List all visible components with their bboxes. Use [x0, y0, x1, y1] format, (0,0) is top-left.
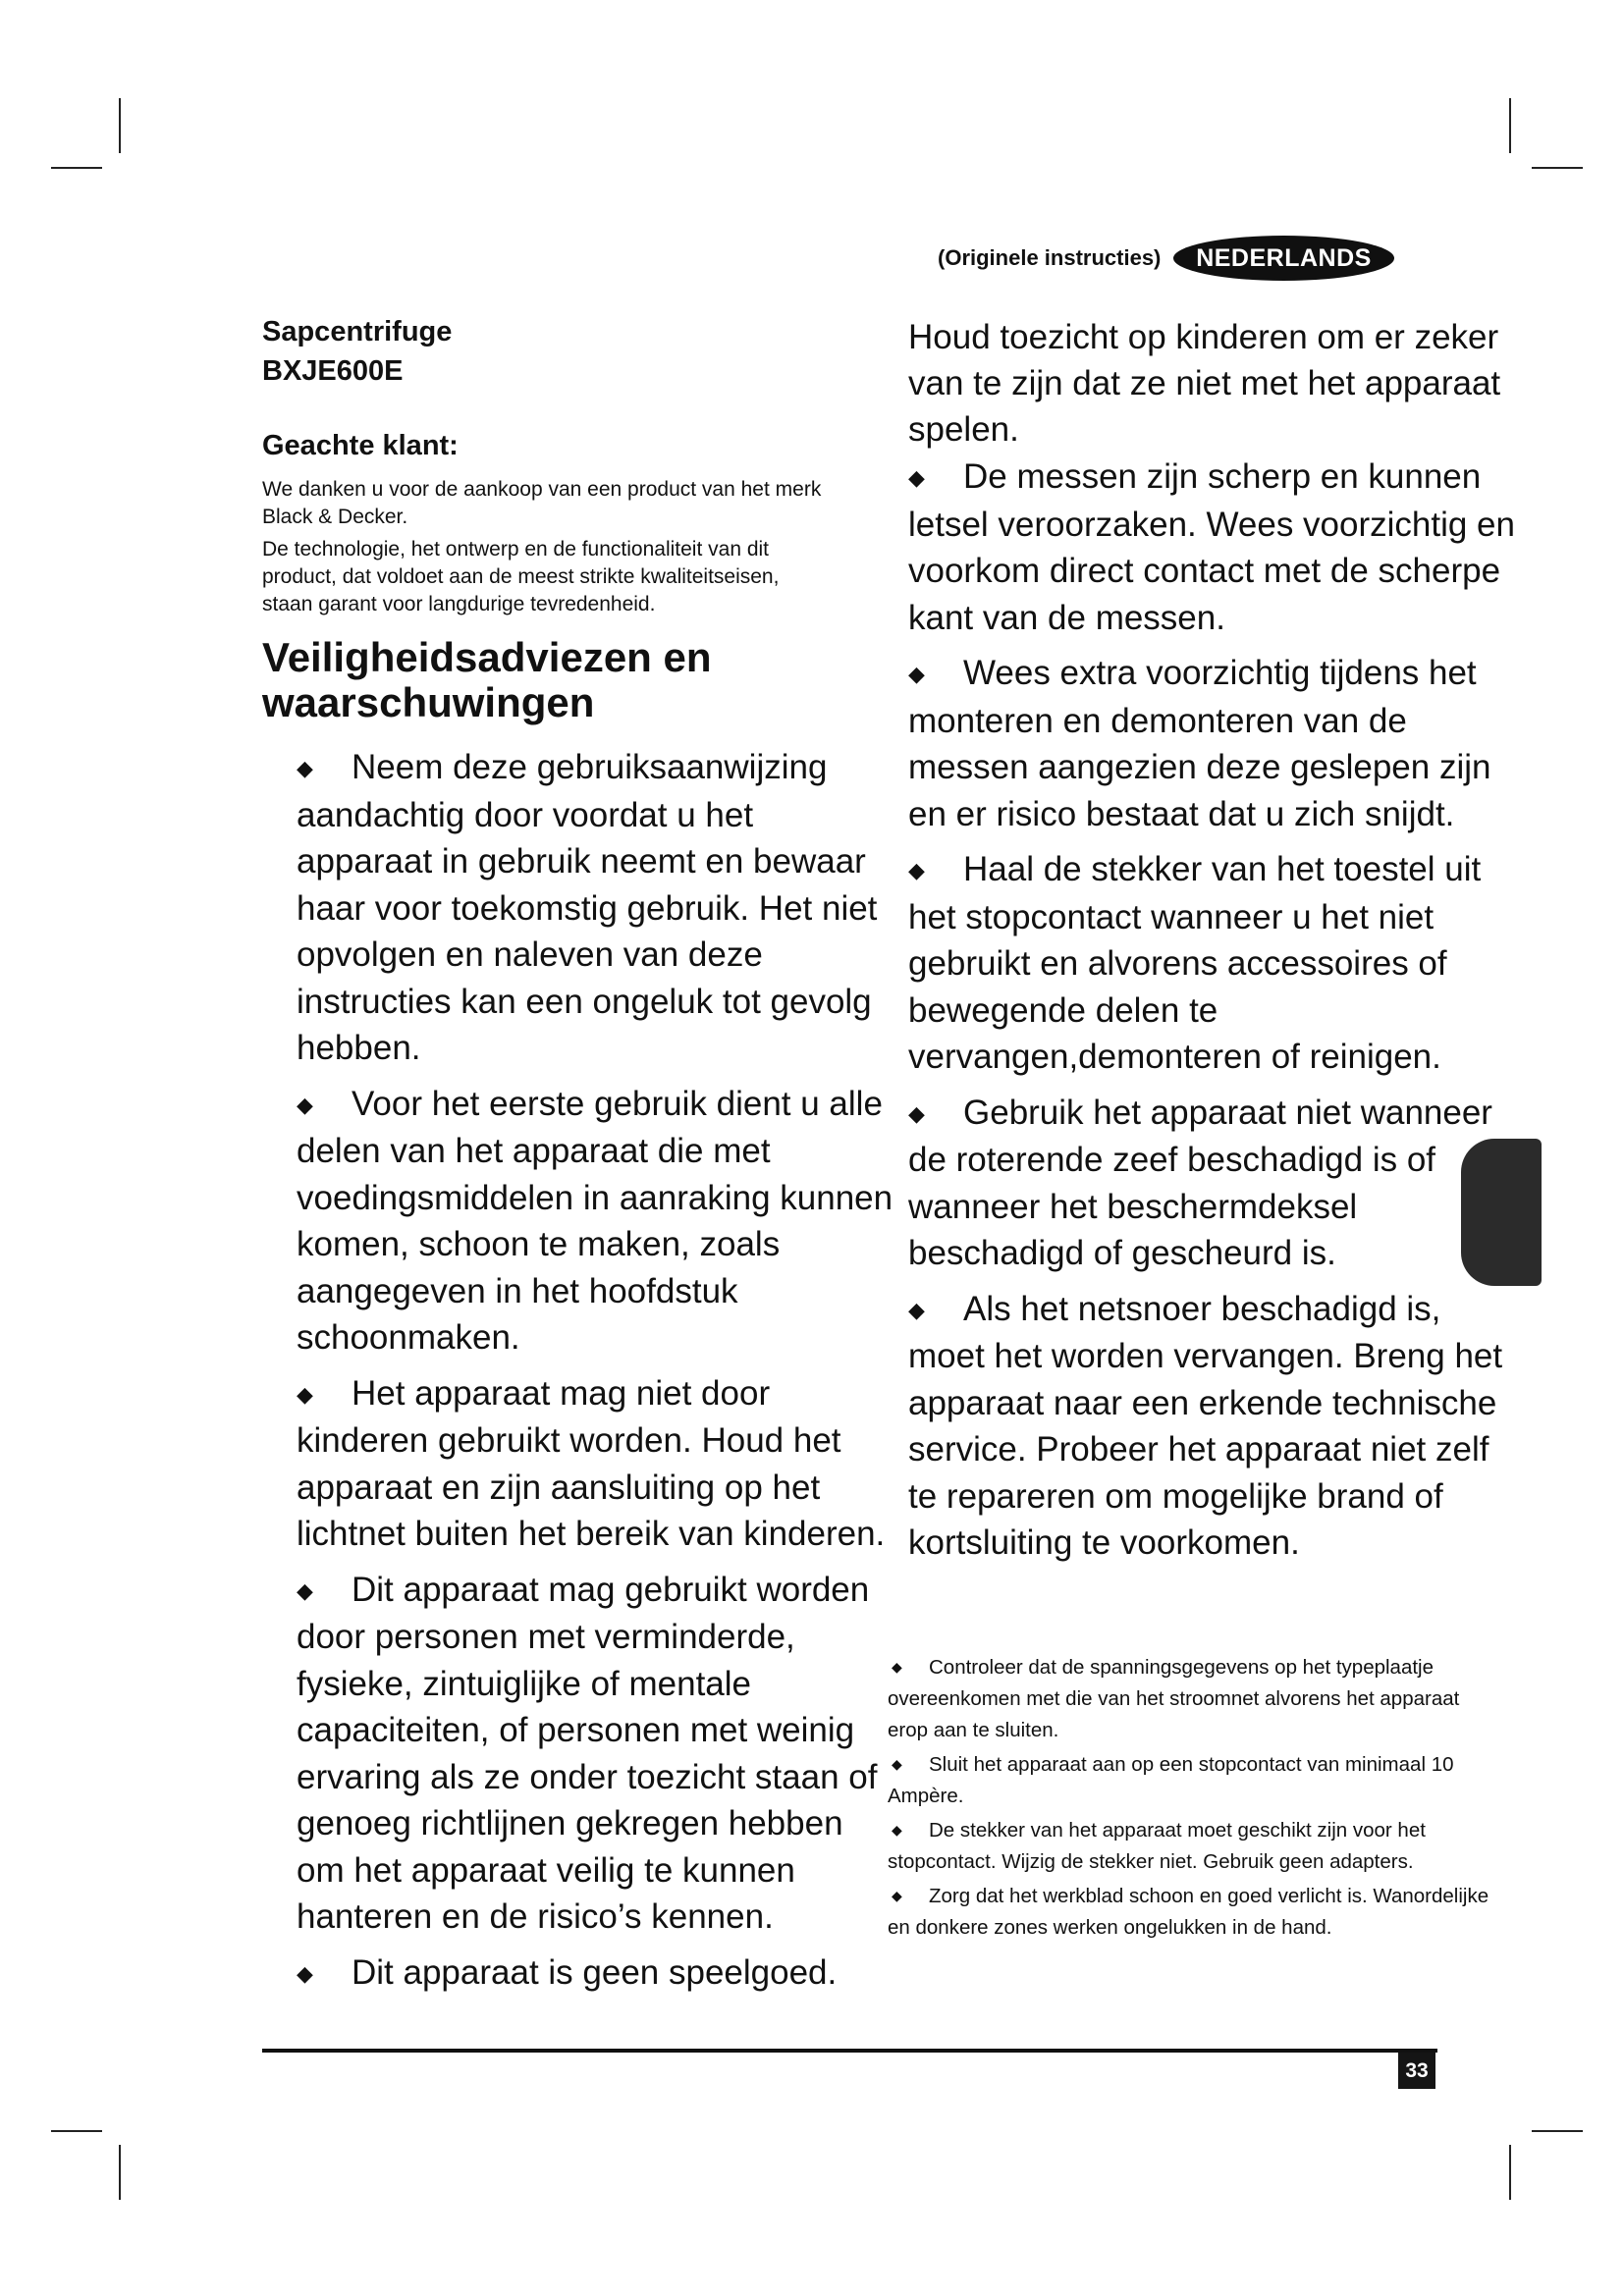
diamond-bullet-icon: ◆	[297, 1381, 313, 1407]
diamond-bullet-icon: ◆	[908, 1297, 925, 1322]
diamond-bullet-icon: ◆	[297, 756, 313, 780]
list-item	[297, 1370, 895, 1558]
list-item	[908, 1286, 1517, 1567]
list-item	[908, 454, 1517, 641]
diamond-bullet-icon: ◆	[892, 1756, 902, 1772]
list-item-text: De stekker van het apparaat moet geschikt zijn voor het stopcontact. Wijzig de stekker niet. Gebruik geen adapters.	[888, 1819, 1426, 1873]
list-item	[297, 744, 895, 1072]
intro-text	[262, 476, 832, 623]
diamond-bullet-icon: ◆	[297, 1960, 313, 1986]
diamond-bullet-icon: ◆	[297, 1577, 313, 1603]
section-tab-marker	[1461, 1139, 1542, 1286]
list-item-text: Dit apparaat mag gebruikt worden door personen met verminderde, fysieke, zintuiglijke of mentale capaciteiten, of personen met weinig ervaring als ze onder toezicht staan of genoeg richtlijnen gekregen hebben om het apparaat veilig te kunnen hanteren en de risico’s kennen.	[297, 1570, 878, 1936]
list-item-text: Voor het eerste gebruik dient u alle delen van het apparaat die met voedingsmiddelen in aanraking kunnen komen, schoon te maken, zoals aangegeven in het hoofdstuk schoonmaken.	[297, 1084, 893, 1357]
diamond-bullet-icon: ◆	[892, 1659, 902, 1675]
list-item-text: De messen zijn scherp en kunnen letsel veroorzaken. Wees voorzichtig en voorkom direct contact met de scherpe kant van de messen.	[908, 457, 1515, 637]
continuation-text: Houd toezicht op kinderen om er zeker van te zijn dat ze niet met het apparaat spelen.	[908, 318, 1501, 449]
list-item-text: Haal de stekker van het toestel uit het stopcontact wanneer u het niet gebruikt en alvorens accessoires of bewegende delen te vervangen,demonteren of reinigen.	[908, 850, 1482, 1076]
crop-mark	[119, 2145, 121, 2200]
diamond-bullet-icon: ◆	[908, 465, 925, 490]
list-item	[888, 1651, 1496, 1746]
greeting: Geachte klant:	[262, 430, 459, 461]
list-item-text: Het apparaat mag niet door kinderen gebruikt worden. Houd het apparaat en zijn aansluiting op het lichtnet buiten het bereik van kinderen.	[297, 1373, 886, 1553]
crop-mark	[51, 167, 102, 169]
section-title: Veiligheidsadviezen en waarschuwingen	[262, 634, 712, 725]
crop-mark	[1532, 2130, 1583, 2132]
crop-mark	[119, 98, 121, 153]
diamond-bullet-icon: ◆	[908, 1100, 925, 1126]
list-item	[297, 1081, 895, 1362]
list-item	[908, 1090, 1517, 1277]
diamond-bullet-icon: ◆	[892, 1888, 902, 1903]
page-header	[938, 236, 1448, 285]
intro-paragraph: We danken u voor de aankoop van een product van het merk Black & Decker.	[262, 478, 822, 528]
list-item-text: Dit apparaat is geen speelgoed.	[352, 1952, 838, 1992]
list-item	[888, 1748, 1496, 1812]
diamond-bullet-icon: ◆	[908, 662, 925, 686]
intro-paragraph: De technologie, het ontwerp en de functionaliteit van dit product, dat voldoet aan de meest strikte kwaliteitseisen, staan garant voor langdurige tevredenheid.	[262, 538, 780, 615]
crop-mark	[1509, 98, 1511, 153]
list-item-text: Sluit het apparaat aan op een stopcontact van minimaal 10 Ampère.	[888, 1753, 1454, 1807]
list-item	[908, 650, 1517, 837]
crop-mark	[1509, 2145, 1511, 2200]
safety-list-left	[297, 744, 895, 2005]
diamond-bullet-icon: ◆	[892, 1822, 902, 1838]
safety-list-small	[888, 1651, 1496, 1946]
product-model: BXJE600E	[262, 355, 404, 387]
product-type: Sapcentrifuge	[262, 316, 453, 347]
footer-divider	[262, 2049, 1437, 2053]
list-item-text: Zorg dat het werkblad schoon en goed verlicht is. Wanordelijke en donkere zones werken ongelukken in de hand.	[888, 1885, 1489, 1939]
diamond-bullet-icon: ◆	[297, 1092, 313, 1117]
list-item	[908, 846, 1517, 1081]
product-heading	[262, 312, 452, 391]
crop-mark	[51, 2130, 102, 2132]
list-item	[888, 1814, 1496, 1878]
list-item-text: Als het netsnoer beschadigd is, moet het worden vervangen. Breng het apparaat naar een erkende technische service. Probeer het apparaat niet zelf te repareren om mogelijke brand of kortsluiting te voorkomen.	[908, 1289, 1503, 1562]
original-instructions-label: (Originele instructies)	[938, 245, 1162, 270]
diamond-bullet-icon: ◆	[908, 858, 925, 882]
language-badge: NEDERLANDS	[1173, 236, 1394, 281]
list-item	[297, 1949, 895, 1998]
safety-list-right	[908, 454, 1517, 1575]
list-item-text: Neem deze gebruiksaanwijzing aandachtig door voordat u het apparaat in gebruik neemt en bewaar haar voor toekomstig gebruik. Het niet opvolgen en naleven van deze instructies kan een ongeluk tot gevolg hebben.	[297, 748, 878, 1067]
page-number: 33	[1398, 2053, 1435, 2089]
list-item-text: Gebruik het apparaat niet wanneer de roterende zeef beschadigd is of wanneer het beschermdeksel beschadigd of gescheurd is.	[908, 1093, 1492, 1272]
crop-mark	[1532, 167, 1583, 169]
list-item	[888, 1880, 1496, 1944]
list-item-text: Controleer dat de spanningsgegevens op het typeplaatje overeenkomen met die van het stroomnet alvorens het apparaat erop aan te sluiten.	[888, 1656, 1460, 1741]
list-item	[297, 1567, 895, 1941]
list-item-text: Wees extra voorzichtig tijdens het monteren en demonteren van de messen aangezien deze geslepen zijn en er risico bestaat dat u zich snijdt.	[908, 654, 1491, 833]
